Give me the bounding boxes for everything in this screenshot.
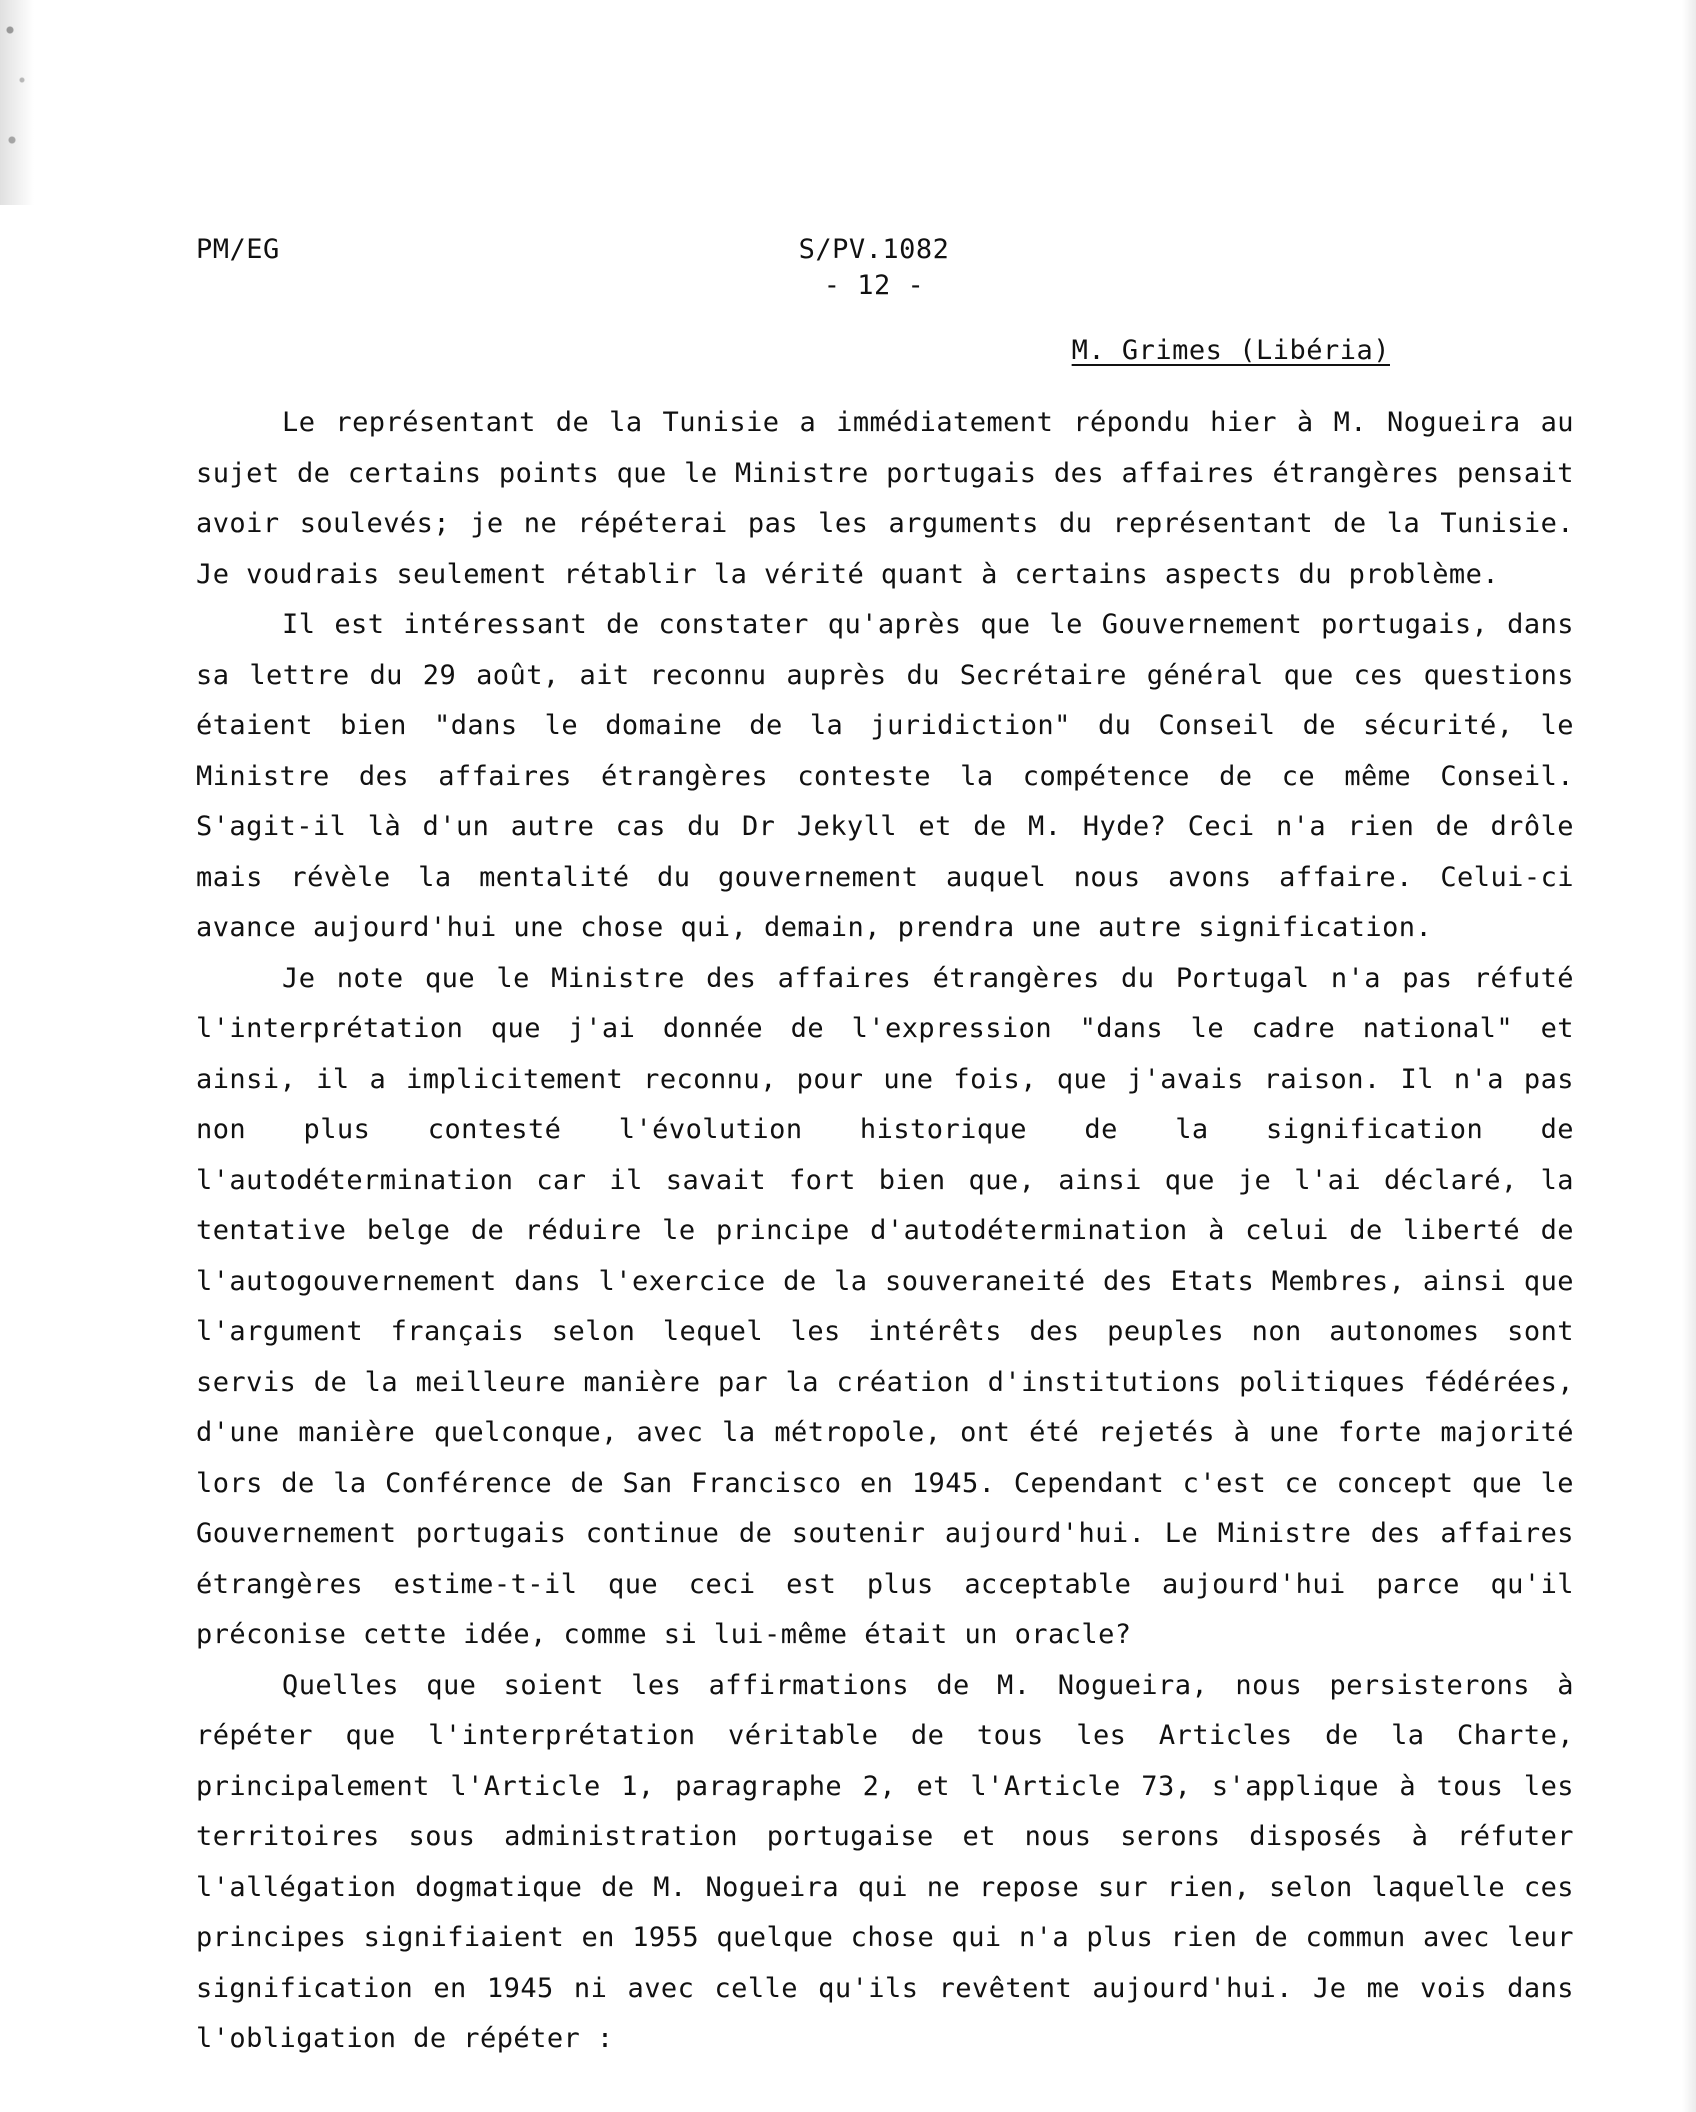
scan-artifact xyxy=(0,0,34,205)
page-number: - 12 - xyxy=(823,270,925,301)
paragraph: Je note que le Ministre des affaires étrangères du Portugal n'a pas réfuté l'interprétation que j'ai donnée de l'expression "dans le cadre national" et ainsi, il a implicitement reconnu, pour une fois, que j'avais raison. Il n'a pas non plus contesté l'évolution historique de la signification de l'autodétermination car il savait fort bien que, ainsi que je l'ai déclaré, la tentative belge de réduire le principe d'autodétermination à celui de liberté de l'autogouvernement dans l'exercice de la souveraneité des Etats Membres, ainsi que l'argument français selon lequel les intérêts des peuples non autonomes sont servis de la meilleure manière par la création d'institutions politiques fédérées, d'une manière quelconque, avec la métropole, ont été rejetés à une forte majorité lors de la Conférence de San Francisco en 1945. Cependant c'est ce concept que le Gouvernement portugais continue de soutenir aujourd'hui. Le Ministre des affaires étrangères estime-t-il que ceci est plus acceptable aujourd'hui parce qu'il préconise cette idée, comme si lui-même était un oracle? xyxy=(196,962,1574,1650)
typist-initials: PM/EG xyxy=(196,234,280,265)
paragraph: Le représentant de la Tunisie a immédiatement répondu hier à M. Nogueira au sujet de certains points que le Ministre portugais des affaires étrangères pensait avoir soulevés; je ne répéterai pas les arguments du représentant de la Tunisie. Je voudrais seulement rétablir la vérité quant à certains aspects du problème. xyxy=(196,407,1574,590)
scan-edge xyxy=(1682,0,1696,2112)
speaker-heading: M. Grimes (Libéria) xyxy=(1071,335,1390,366)
paragraph: Il est intéressant de constater qu'après que le Gouvernement portugais, dans sa lettre du 29 août, ait reconnu auprès du Secrétaire général que ces questions étaient bien "dans le domaine de la juridiction" du Conseil de sécurité, le Ministre des affaires étrangères conteste la compétence de ce même Conseil. S'agit-il là d'un autre cas du Dr Jekyll et de M. Hyde? Ceci n'a rien de drôle mais révèle la mentalité du gouvernement auquel nous avons affaire. Celui-ci avance aujourd'hui une chose qui, demain, prendra une autre signification. xyxy=(196,609,1574,943)
document-body xyxy=(196,398,1574,2065)
document-symbol: S/PV.1082 xyxy=(798,234,950,265)
paragraph: Quelles que soient les affirmations de M. Nogueira, nous persisterons à répéter que l'interprétation véritable de tous les Articles de la Charte, principalement l'Article 1, paragraphe 2, et l'Article 73, s'applique à tous les territoires sous administration portugaise et nous serons disposés à réfuter l'allégation dogmatique de M. Nogueira qui ne repose sur rien, selon laquelle ces principes signifiaient en 1955 quelque chose qui n'a plus rien de commun avec leur signification en 1945 ni avec celle qu'ils revêtent aujourd'hui. Je me vois dans l'obligation de répéter : xyxy=(196,1669,1574,2054)
